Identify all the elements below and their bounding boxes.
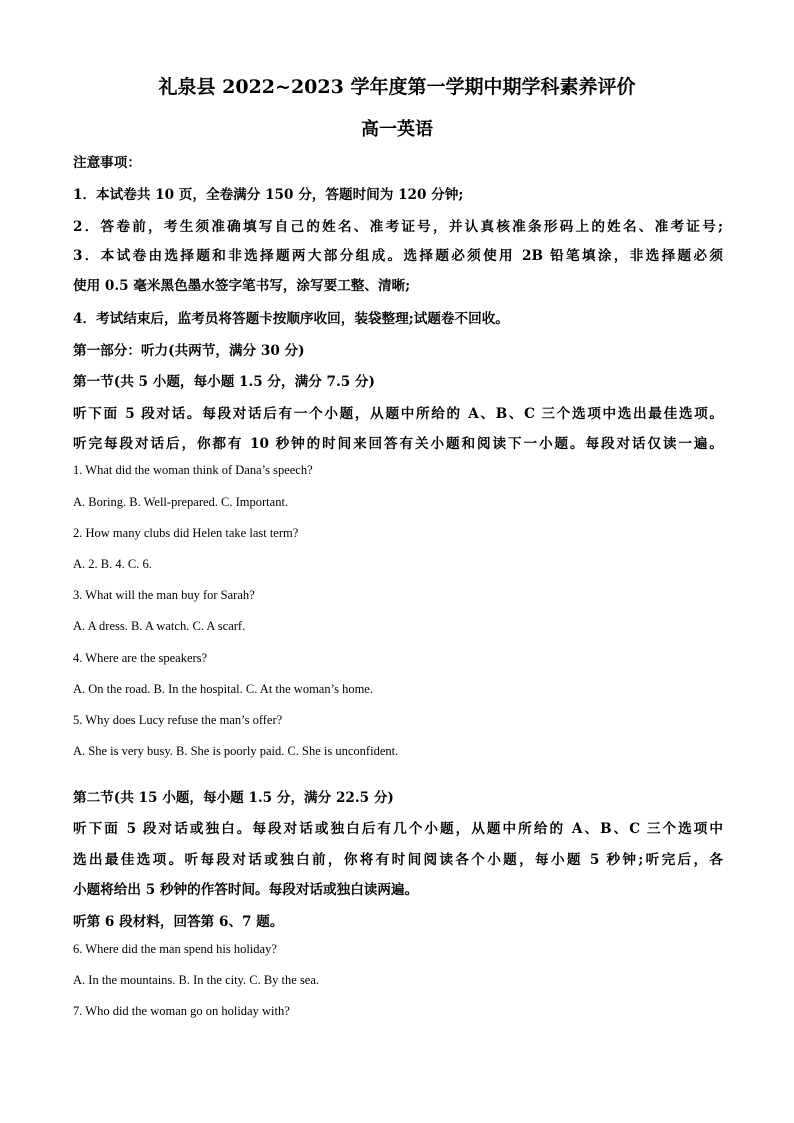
question-1-options: A. Boring. B. Well-prepared. C. Important. <box>73 495 289 509</box>
section1-heading: 第一节(共 5 小题，每小题 1.5 分，满分 7.5 分) <box>73 374 375 390</box>
exam-title: 礼泉县 2022~2023 学年度第一学期中期学科素养评价 <box>158 76 636 98</box>
section1-instruction-line-2: 听完每段对话后，你都有 10 秒钟的时间来回答有关小题和阅读下一小题。每段对话仅读一遍。 <box>73 436 723 452</box>
notice-item-2: 2．答卷前，考生须准确填写自己的姓名、准考证号，并认真核准条形码上的姓名、准考证号; <box>73 219 723 235</box>
question-6: 6. Where did the man spend his holiday? <box>73 942 277 956</box>
section2-instruction-line-1: 听下面 5 段对话或独白。每段对话或独白后有几个小题，从题中所给的 A、B、C 三个选项中 <box>73 821 723 837</box>
exam-subtitle: 高一英语 <box>361 119 433 140</box>
section2-instruction-line-3: 小题将给出 5 秒钟的作答时间。每段对话或独白读两遍。 <box>73 882 419 898</box>
notice-item-3-line-2: 使用 0.5 毫米黑色墨水签字笔书写，涂写要工整、清晰; <box>73 278 411 294</box>
notice-item-1: 1．本试卷共 10 页，全卷满分 150 分，答题时间为 120 分钟; <box>73 187 464 203</box>
question-5: 5. Why does Lucy refuse the man’s offer? <box>73 713 283 727</box>
section2-instruction-line-2: 选出最佳选项。听每段对话或独白前，你将有时间阅读各个小题，每小题 5 秒钟;听完后，各 <box>73 852 723 868</box>
question-2-options: A. 2. B. 4. C. 6. <box>73 557 152 571</box>
question-6-options: A. In the mountains. B. In the city. C. By the sea. <box>73 973 320 987</box>
question-4-options: A. On the road. B. In the hospital. C. At the woman’s home. <box>73 682 373 696</box>
question-5-options: A. She is very busy. B. She is poorly paid. C. She is unconfident. <box>73 744 399 758</box>
section1-instruction-line-1: 听下面 5 段对话。每段对话后有一个小题，从题中所给的 A、B、C 三个选项中选出最佳选项。 <box>73 406 723 422</box>
notice-item-3-line-1: 3．本试卷由选择题和非选择题两大部分组成。选择题必须使用 2B 铅笔填涂，非选择题必须 <box>73 248 723 264</box>
part1-heading: 第一部分：听力(共两节，满分 30 分) <box>73 343 305 359</box>
question-3-options: A. A dress. B. A watch. C. A scarf. <box>73 619 246 633</box>
question-1: 1. What did the woman think of Dana’s speech? <box>73 463 313 477</box>
notice-heading: 注意事项： <box>73 155 141 171</box>
question-3: 3. What will the man buy for Sarah? <box>73 588 255 602</box>
question-4: 4. Where are the speakers? <box>73 651 208 665</box>
section2-heading: 第二节(共 15 小题，每小题 1.5 分，满分 22.5 分) <box>73 790 394 806</box>
notice-item-4: 4．考试结束后，监考员将答题卡按顺序收回，装袋整理;试题卷不回收。 <box>73 311 509 327</box>
question-7: 7. Who did the woman go on holiday with? <box>73 1004 290 1018</box>
question-2: 2. How many clubs did Helen take last term? <box>73 526 299 540</box>
material-6-heading: 听第 6 段材料，回答第 6、7 题。 <box>73 914 284 930</box>
